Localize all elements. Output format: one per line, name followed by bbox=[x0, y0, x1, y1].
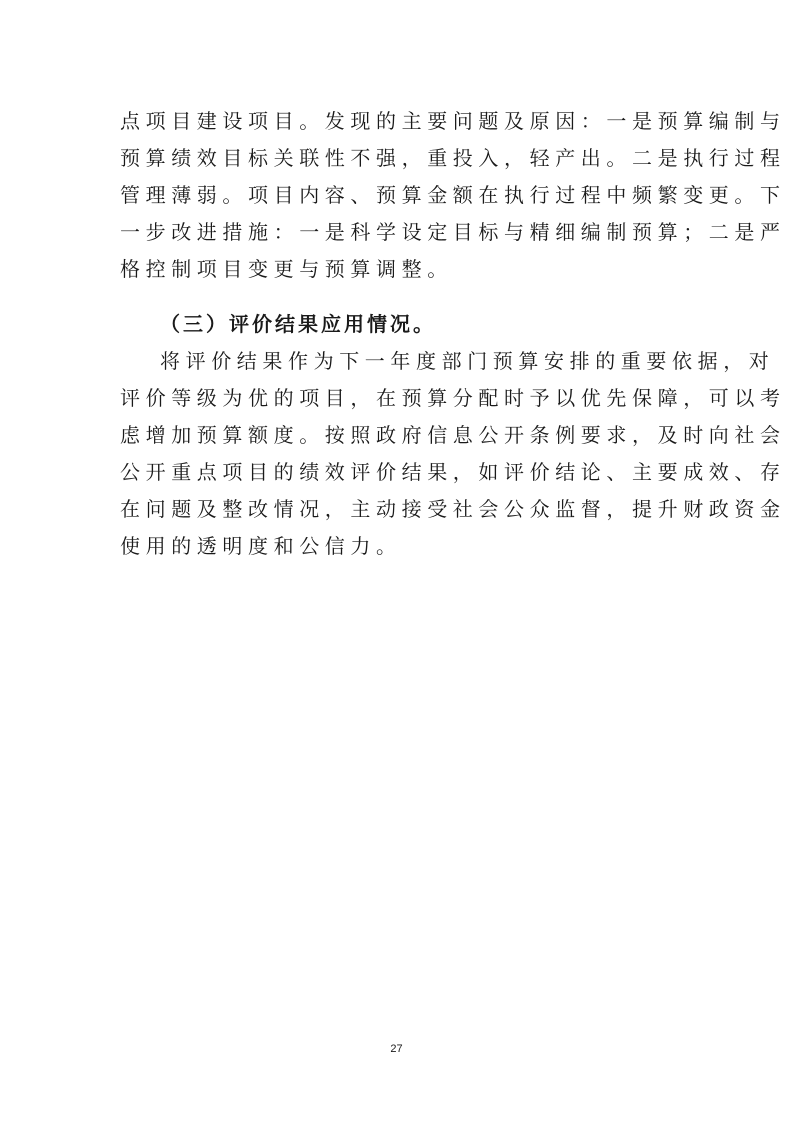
paragraph-line: 在问题及整改情况，主动接受社会公众监督，提升财政资金 bbox=[120, 497, 786, 521]
paragraph-line: 一步改进措施：一是科学设定目标与精细编制预算；二是严 bbox=[120, 220, 786, 244]
paragraph-line: 公开重点项目的绩效评价结果，如评价结论、主要成效、存 bbox=[120, 460, 786, 484]
paragraph-line: 格控制项目变更与预算调整。 bbox=[120, 257, 453, 281]
section-heading: （三）评价结果应用情况。 bbox=[160, 312, 436, 336]
paragraph-line: 管理薄弱。项目内容、预算金额在执行过程中频繁变更。下 bbox=[120, 183, 786, 207]
paragraph-line: 使用的透明度和公信力。 bbox=[120, 534, 402, 558]
paragraph-line: 点项目建设项目。发现的主要问题及原因：一是预算编制与 bbox=[120, 109, 786, 133]
paragraph-line: 预算绩效目标关联性不强，重投入，轻产出。二是执行过程 bbox=[120, 146, 786, 170]
paragraph-line: 将评价结果作为下一年度部门预算安排的重要依据，对 bbox=[160, 349, 775, 373]
paragraph-problems-and-measures bbox=[120, 103, 786, 288]
paragraph-result-application bbox=[120, 343, 786, 565]
paragraph-line: 评价等级为优的项目，在预算分配时予以优先保障，可以考 bbox=[120, 386, 786, 410]
paragraph-line: 虑增加预算额度。按照政府信息公开条例要求，及时向社会 bbox=[120, 423, 786, 447]
page-number: 27 bbox=[390, 1043, 403, 1055]
